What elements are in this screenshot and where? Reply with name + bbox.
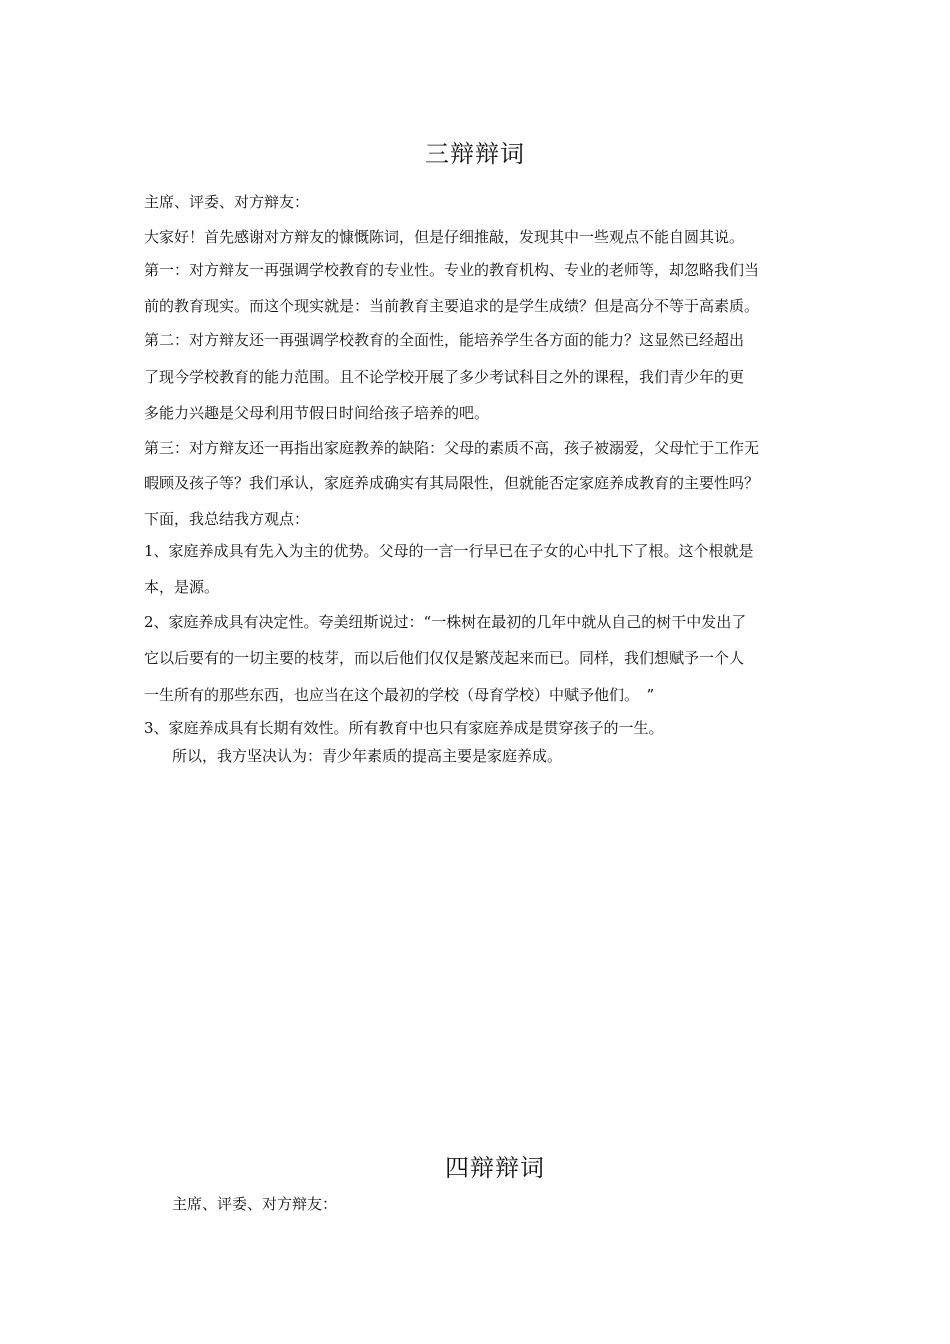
point-three-line: 暇顾及孩子等？我们承认，家庭养成确实有其局限性，但就能否定家庭养成教育的主要性吗？ [144,474,760,492]
point-two-line: 多能力兴趣是父母利用节假日时间给孩子培养的吧。 [144,404,490,422]
point-two-line: 第二：对方辩友还一再强调学校教育的全面性，能培养学生各方面的能力？这显然已经超出 [144,331,745,349]
view-one-line: 本，是源。 [144,578,220,596]
salutation-fourth: 主席、评委、对方辩友： [172,1195,338,1213]
conclusion-line: 所以，我方坚决认为：青少年素质的提高主要是家庭养成。 [172,747,563,765]
view-three-line: 3、家庭养成具有长期有效性。所有教育中也只有家庭养成是贯穿孩子的一生。 [144,719,664,737]
summary-intro: 下面，我总结我方观点： [144,510,310,528]
section-title-fourth-debater: 四辩辩词 [445,1154,545,1182]
point-three-line: 第三：对方辩友还一再指出家庭教养的缺陷：父母的素质不高，孩子被溺爱，父母忙于工作无 [144,439,760,457]
view-one-line: 1、家庭养成具有先入为主的优势。父母的一言一行早已在子女的心中扎下了根。这个根就是 [144,542,754,560]
point-two-line: 了现今学校教育的能力范围。且不论学校开展了多少考试科目之外的课程，我们青少年的更 [144,368,745,386]
greeting-paragraph: 大家好！首先感谢对方辩友的慷慨陈词，但是仔细推敲，发现其中一些观点不能自圆其说。 [144,228,745,246]
view-two-line: 2、家庭养成具有决定性。夸美纽斯说过：“一株树在最初的几年中就从自己的树干中发出了 [144,613,747,631]
point-one-line: 前的教育现实。而这个现实就是：当前教育主要追求的是学生成绩？但是高分不等于高素质。 [144,297,760,315]
view-two-line: 它以后要有的一切主要的枝芽，而以后他们仅仅是繁茂起来而已。同样，我们想赋予一个人 [144,649,745,667]
view-two-line: 一生所有的那些东西，也应当在这个最初的学校（母育学校）中赋予他们。 ” [144,686,655,704]
point-one-line: 第一：对方辩友一再强调学校教育的专业性。专业的教育机构、专业的老师等，却忽略我们当 [144,261,760,279]
salutation: 主席、评委、对方辩友： [144,193,310,211]
section-title-third-debater: 三辩辩词 [425,140,525,168]
